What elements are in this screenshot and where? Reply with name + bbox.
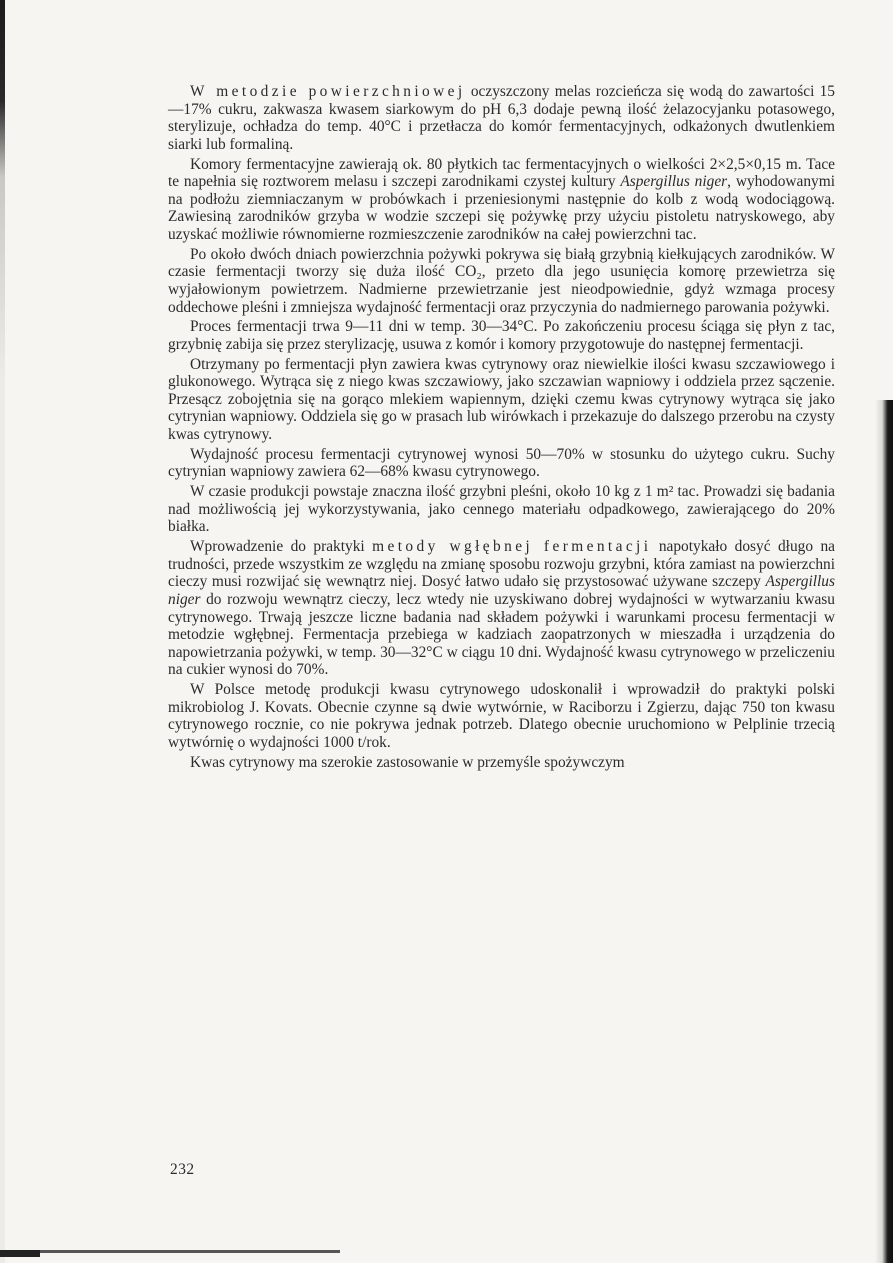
paragraph-text: do rozwoju wewnątrz cieczy, lecz wtedy nie uzyskiwano dobrej wydajności w wytwarzaniu kwasu cytrynowego. Trwają jeszcze liczne badania nad składem pożywki i warunkami procesu fermentacji w metodzie wgłębnej. Fermentacja przebiega w kadziach zaopatrzonych w mieszadła i urządzenia do napowietrzania pożywki, w temp. 30—32°C w ciągu 10 dni. Wydajność kwasu cytrynowego w przeliczeniu na cukier wynosi do 70%. [168, 590, 835, 679]
paragraph-process-duration [168, 318, 835, 353]
paragraph-mycelium [168, 246, 835, 316]
paragraph-text: W Polsce metodę produkcji kwasu cytrynowego udoskonalił i wprowadził do praktyki polski mikrobiolog J. Kovats. Obecnie czynne są dwie wytwórnie, w Raciborzu i Zgierzu, dając 750 ton kwasu cytrynowego rocznie, co nie pokrywa jednak potrzeb. Dlatego obecnie uruchomiono w Pelplinie trzecią wytwórnię o wydajności 1000 t/rok. [168, 681, 835, 751]
scan-right-edge [875, 400, 893, 1263]
paragraph-text: napotykało dosyć długo na trudności, przede wszystkim ze względu na zmianę sposobu rozwoju grzybni, która zamiast na powierzchni cieczy musi rozwijać się wewnątrz niej. Dosyć łatwo udało się przystosować używane szczepy [168, 538, 835, 591]
paragraph-text: Proces fermentacji trwa 9—11 dni w temp. 30—34°C. Po zakończeniu procesu ściąga się płyn z tac, grzybnię zabija się przez sterylizację, usuwa z komór i komory przygotowuje do następnej fermentacji. [168, 318, 835, 353]
paragraph-text: oczyszczony melas rozcieńcza się wodą do zawartości 15—17% cukru, zakwasza kwasem siarkowym do pH 6,3 dodaje pewną ilość żelazocyjanku potasowego, sterylizuje, ochładza do temp. 40°C i przetłacza do komór fermentacyjnych, odkażonych dwutlenkiem siarki lub formaliną. [168, 83, 835, 153]
spaced-term: metody wgłębnej fermentacji [372, 538, 652, 556]
paragraph-text: W czasie produkcji powstaje znaczna ilość grzybni pleśni, około 10 kg z 1 m² tac. Prowadzi się badania nad możliwością jej wykorzystywania, jako cennego materiału odpadkowego, zawierającego do 20% białka. [168, 483, 835, 536]
paragraph-submerged-method [168, 538, 835, 679]
paragraph-text: Wprowadzenie do praktyki [190, 538, 373, 556]
paragraph-text: Otrzymany po fermentacji płyn zawiera kwas cytrynowy oraz niewielkie ilości kwasu szczawiowego i glukonowego. Wytrąca się z niego kwas szczawiowy, jako szczawian wapniowy i oddziela przez sączenie. Przesącz zobojętnia się na gorąco mlekiem wapiennym, dzięki czemu kwas cytrynowy wytrąca się jako cytrynian wapniowy. Oddziela się go w prasach lub wirówkach i przekazuje do dalszego przerobu na czysty kwas cytrynowy. [168, 355, 835, 444]
paragraph-text: Kwas cytrynowy ma szerokie zastosowanie w przemyśle spożywczym [190, 753, 625, 771]
paragraph-yield [168, 446, 835, 481]
scan-left-edge [0, 0, 5, 1263]
spaced-term: W metodzie powierzchniowej [190, 83, 466, 100]
scan-bottom-mark [0, 1250, 40, 1257]
paragraph-text: Wydajność procesu fermentacji cytrynowej wynosi 50—70% w stosunku do użytego cukru. Suchy cytrynian wapniowy zawiera 62—68% kwasu cytrynowego. [168, 445, 835, 481]
species-name: Aspergillus niger [620, 173, 728, 191]
page-number: 232 [170, 1161, 195, 1178]
paragraph-liquid-processing [168, 356, 835, 444]
paragraph-mycelium-waste [168, 483, 835, 536]
body-text [168, 83, 835, 773]
paragraph-poland-production [168, 681, 835, 751]
paragraph-applications [168, 754, 835, 772]
paragraph-fermentation-chambers [168, 156, 835, 244]
paragraph-surface-method [168, 83, 835, 153]
scan-bottom-line [0, 1250, 340, 1253]
paragraph-text: , wyhodowanymi na podłożu ziemniaczanym w probówkach i przeniesionymi następnie do kolb z wodą wodociągową. Zawiesiną zarodników grzyba w wodzie szczepi się pożywkę przy użyciu pistoletu natryskowego, aby uzyskać możliwie równomierne rozmieszczenie zarodników na całej powierzchni tac. [168, 173, 835, 243]
paragraph-text: Po około dwóch dniach powierzchnia pożywki pokrywa się białą grzybnią kiełkujących zarodników. W czasie fermentacji tworzy się duża ilość CO₂, przeto dla jego usunięcia komorę przewietrza się wyjałowionym powietrzem. Nadmierne przewietrzanie jest nieodpowiednie, gdyż wzmaga procesy oddechowe pleśni i zmniejsza wydajność fermentacji oraz przyczynia do nadmiernego parowania pożywki. [168, 245, 835, 316]
species-name: Aspergillus niger [168, 573, 835, 608]
paragraph-text: Komory fermentacyjne zawierają ok. 80 płytkich tac fermentacyjnych o wielkości 2×2,5×0,15 m. Tace te napełnia się roztworem melasu i szczepi zarodnikami czystej kultury [168, 155, 835, 191]
